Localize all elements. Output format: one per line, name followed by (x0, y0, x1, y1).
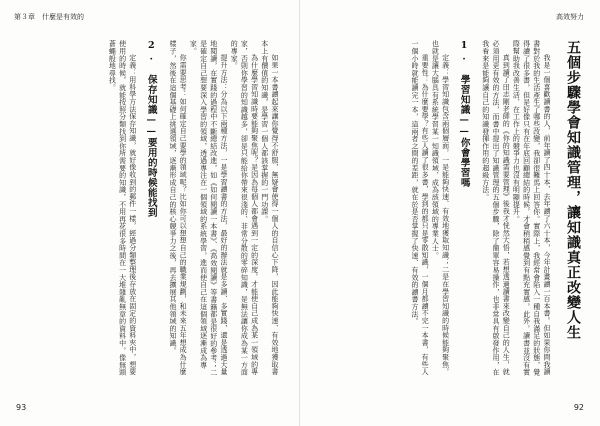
left-page-body (90, 40, 280, 380)
section-1-importance: 重要性：為什麼要學？有些人讀了很多書，學到的都只是零散知識，一個月都讀不完一本書，有些人一個小時就能讀完一本，這兩者之間的差距，就在於是否掌握了快速、有效的讀書方法。 (410, 40, 430, 376)
running-header-left: 第３章 什麼是有效的 (14, 13, 84, 21)
chapter-title: 五個步驟學會知識管理，讓知識真正改變人生 (565, 40, 581, 340)
left-paragraph-2: 為什麼學習知識時要能夠聚焦呢？是因為每個人都會遇到一定的深度，才能使自己成為某一領域的專家，否則你學習的知識越多，卻是只能給你帶來很淺的、非常分散的零碎知識，是無法讓你成為某一方面的專家。 (230, 40, 259, 376)
section-2-heading: 2. 保存知識——要用的時候能找到 (145, 40, 157, 218)
intro-paragraph-1: 我是一個喜歡讀書的人，前年讀了四十本，去年讀了六十本，今年計畫讀一百本書。但如果你問我讀書對於我的生活產生了哪些改變，我卻很難馬上回答你。實際上，我經常會陷入一種自我滿足的狀態，覺得讀了很多書，但是好像只有在年底回顧總結的時候，才會稍稍感覺到有點充實感，此外，讀書並沒有實際幫助我改善生活、在工作上的競爭力也沒有明顯提升。 (512, 40, 551, 376)
section-1-heading: 1. 學習知識——你會學習嗎 (458, 40, 470, 188)
intro-paragraph-2: 真到讀了田志剛老師的《你的知識需要管理》後我才恍然大悟，若想透過讀書來改變自己的人生，就必須用更有效的方法，而書中提出了知識管理的五個步驟，除了簡單容易操作，也非常具有啟發作用，在我看來是能夠讓自己的知識發揮作用的超級方法。 (481, 40, 511, 376)
right-page-body (312, 40, 582, 380)
running-header-right: 高效努力 (556, 13, 584, 21)
page-number-left: 93 (16, 403, 27, 412)
section-1-definition: 定義：學習知識包含兩個層面，一是能夠快速、有效地獲取知識；二是在學習知識的時候能夠聚焦，也就是讓大腦具有系統學習某一知識領域、成為該領域的專業人士。 (431, 40, 450, 376)
left-paragraph-1: 如果一本書讀起來讓你覺得不舒服，無疑會使得一個人的自信心下降，因此能夠快速、有效地獲取書本上有價值的知識，是學習一個人都該掌握的一門功課。 (260, 40, 279, 376)
page-number-right: 92 (573, 403, 584, 412)
section-2-definition: 定義：用科學方法保存知識，就好像收到的郵件一樣，經過分類整理後存放在固定的資料夾中，想要使用的時候，就能按照分類找到你所需要的知識，不用再花很多時間在一大堆雜亂無章的資料中，像無頭蒼蠅般地尋找。 (108, 40, 137, 376)
page-gutter (299, 0, 300, 426)
left-paragraph-4: 你需要思考：如何確定自己要學的領域呢？比如你可以想想自己的職業規劃，和未來五年想成為什麼樣子，然後在這個基礎上挑選領域，逐漸形成自己的核心競爭力之後，再去擴展其他領域的知識。 (168, 40, 188, 376)
left-paragraph-3: 提升方法：分為以下兩種方法，一是學習讀書的方法，最好的辦法就是多讀、多實踐，還是透過大量地閱讀，在實踐的過程中不斷總結改進，如《如何閱讀一本書》、《高效閱讀》等書籍都是很好的參考；二是確定自己想要深入學習的領域，透過專注在一個領域的系統學習，進而使自己在這個領域逐漸成為專家。 (189, 40, 228, 377)
